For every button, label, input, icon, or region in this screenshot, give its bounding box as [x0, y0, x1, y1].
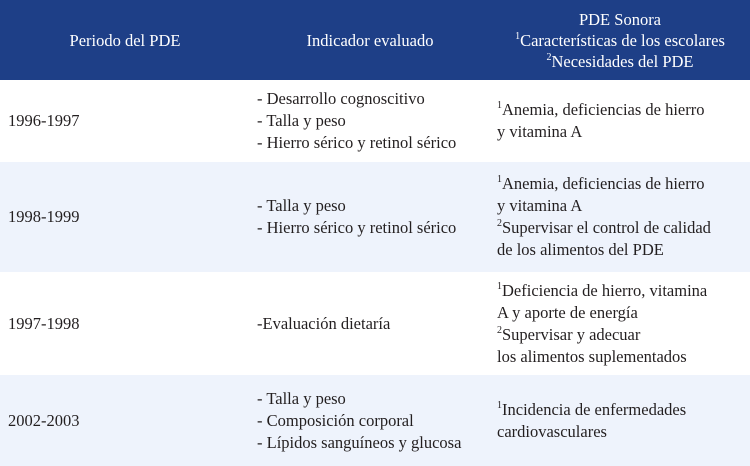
sonora-text: Incidencia de enfermedades	[502, 399, 687, 419]
footnote-mark: 2	[546, 51, 552, 63]
footnote-mark: 1	[497, 399, 502, 411]
indicator-line: - Desarrollo cognoscitivo	[257, 89, 425, 108]
period-cell: 1997-1998	[8, 313, 80, 333]
indicator-line: - Hierro sérico y retinol sérico	[257, 133, 457, 152]
sonora-cell	[490, 80, 750, 162]
sonora-line	[497, 99, 750, 121]
indicator-line: - Lípidos sanguíneos y glucosa	[257, 432, 462, 452]
indicator-line: - Talla y peso	[257, 111, 346, 130]
sonora-line	[497, 302, 750, 324]
table-row	[0, 375, 750, 466]
header-note-1	[515, 30, 725, 51]
sonora-text: y vitamina A	[497, 196, 583, 215]
table-header	[0, 0, 750, 80]
header-sonora	[490, 0, 750, 80]
indicator-line: - Composición corporal	[257, 410, 414, 430]
sonora-line	[497, 280, 750, 302]
sonora-line	[497, 217, 750, 239]
sonora-line	[497, 346, 750, 368]
footnote-mark: 1	[497, 174, 502, 185]
sonora-line	[497, 421, 750, 443]
sonora-text: Supervisar y adecuar	[502, 324, 641, 344]
sonora-text: y vitamina A	[497, 122, 583, 141]
sonora-text: A y aporte de energía	[497, 302, 638, 322]
indicator-cell	[250, 375, 490, 466]
sonora-cell	[490, 375, 750, 466]
sonora-line	[497, 121, 750, 143]
header-note-2	[546, 51, 693, 72]
sonora-text: de los alimentos del PDE	[497, 240, 664, 259]
sonora-text: Anemia, deficiencias de hierro	[502, 100, 705, 119]
footnote-mark: 2	[497, 324, 502, 336]
header-period: Periodo del PDE	[69, 31, 181, 50]
footnote-mark: 1	[497, 280, 502, 292]
period-cell: 1998-1999	[8, 207, 80, 226]
sonora-text: Anemia, deficiencias de hierro	[502, 174, 705, 193]
period-cell: 1996-1997	[8, 111, 80, 130]
sonora-line	[497, 239, 750, 261]
period-cell: 2002-2003	[8, 410, 80, 430]
indicator-cell	[250, 272, 490, 375]
sonora-text: cardiovasculares	[497, 421, 607, 441]
footnote-mark: 1	[497, 100, 502, 111]
sonora-line	[497, 324, 750, 346]
indicator-line: -Evaluación dietaría	[257, 313, 391, 333]
indicator-cell	[250, 162, 490, 272]
header-sonora-title: PDE Sonora	[578, 9, 662, 29]
header-note-text: Características de los escolares	[520, 30, 725, 50]
sonora-line	[497, 195, 750, 217]
header-note-text: Necesidades del PDE	[551, 51, 694, 71]
indicator-line: - Talla y peso	[257, 196, 346, 215]
sonora-cell	[490, 162, 750, 272]
indicator-line: - Talla y peso	[257, 388, 346, 408]
table-row	[0, 162, 750, 272]
sonora-line	[497, 173, 750, 195]
table-row	[0, 80, 750, 162]
footnote-mark: 1	[515, 30, 521, 42]
footnote-mark: 2	[497, 218, 502, 229]
sonora-cell	[490, 272, 750, 375]
header-indicator: Indicador evaluado	[306, 31, 434, 50]
table-row	[0, 272, 750, 375]
indicator-cell	[250, 80, 490, 162]
indicator-line: - Hierro sérico y retinol sérico	[257, 218, 457, 237]
sonora-text: los alimentos suplementados	[497, 346, 687, 366]
sonora-text: Supervisar el control de calidad	[502, 218, 711, 237]
sonora-text: Deficiencia de hierro, vitamina	[502, 280, 708, 300]
sonora-line	[497, 399, 750, 421]
